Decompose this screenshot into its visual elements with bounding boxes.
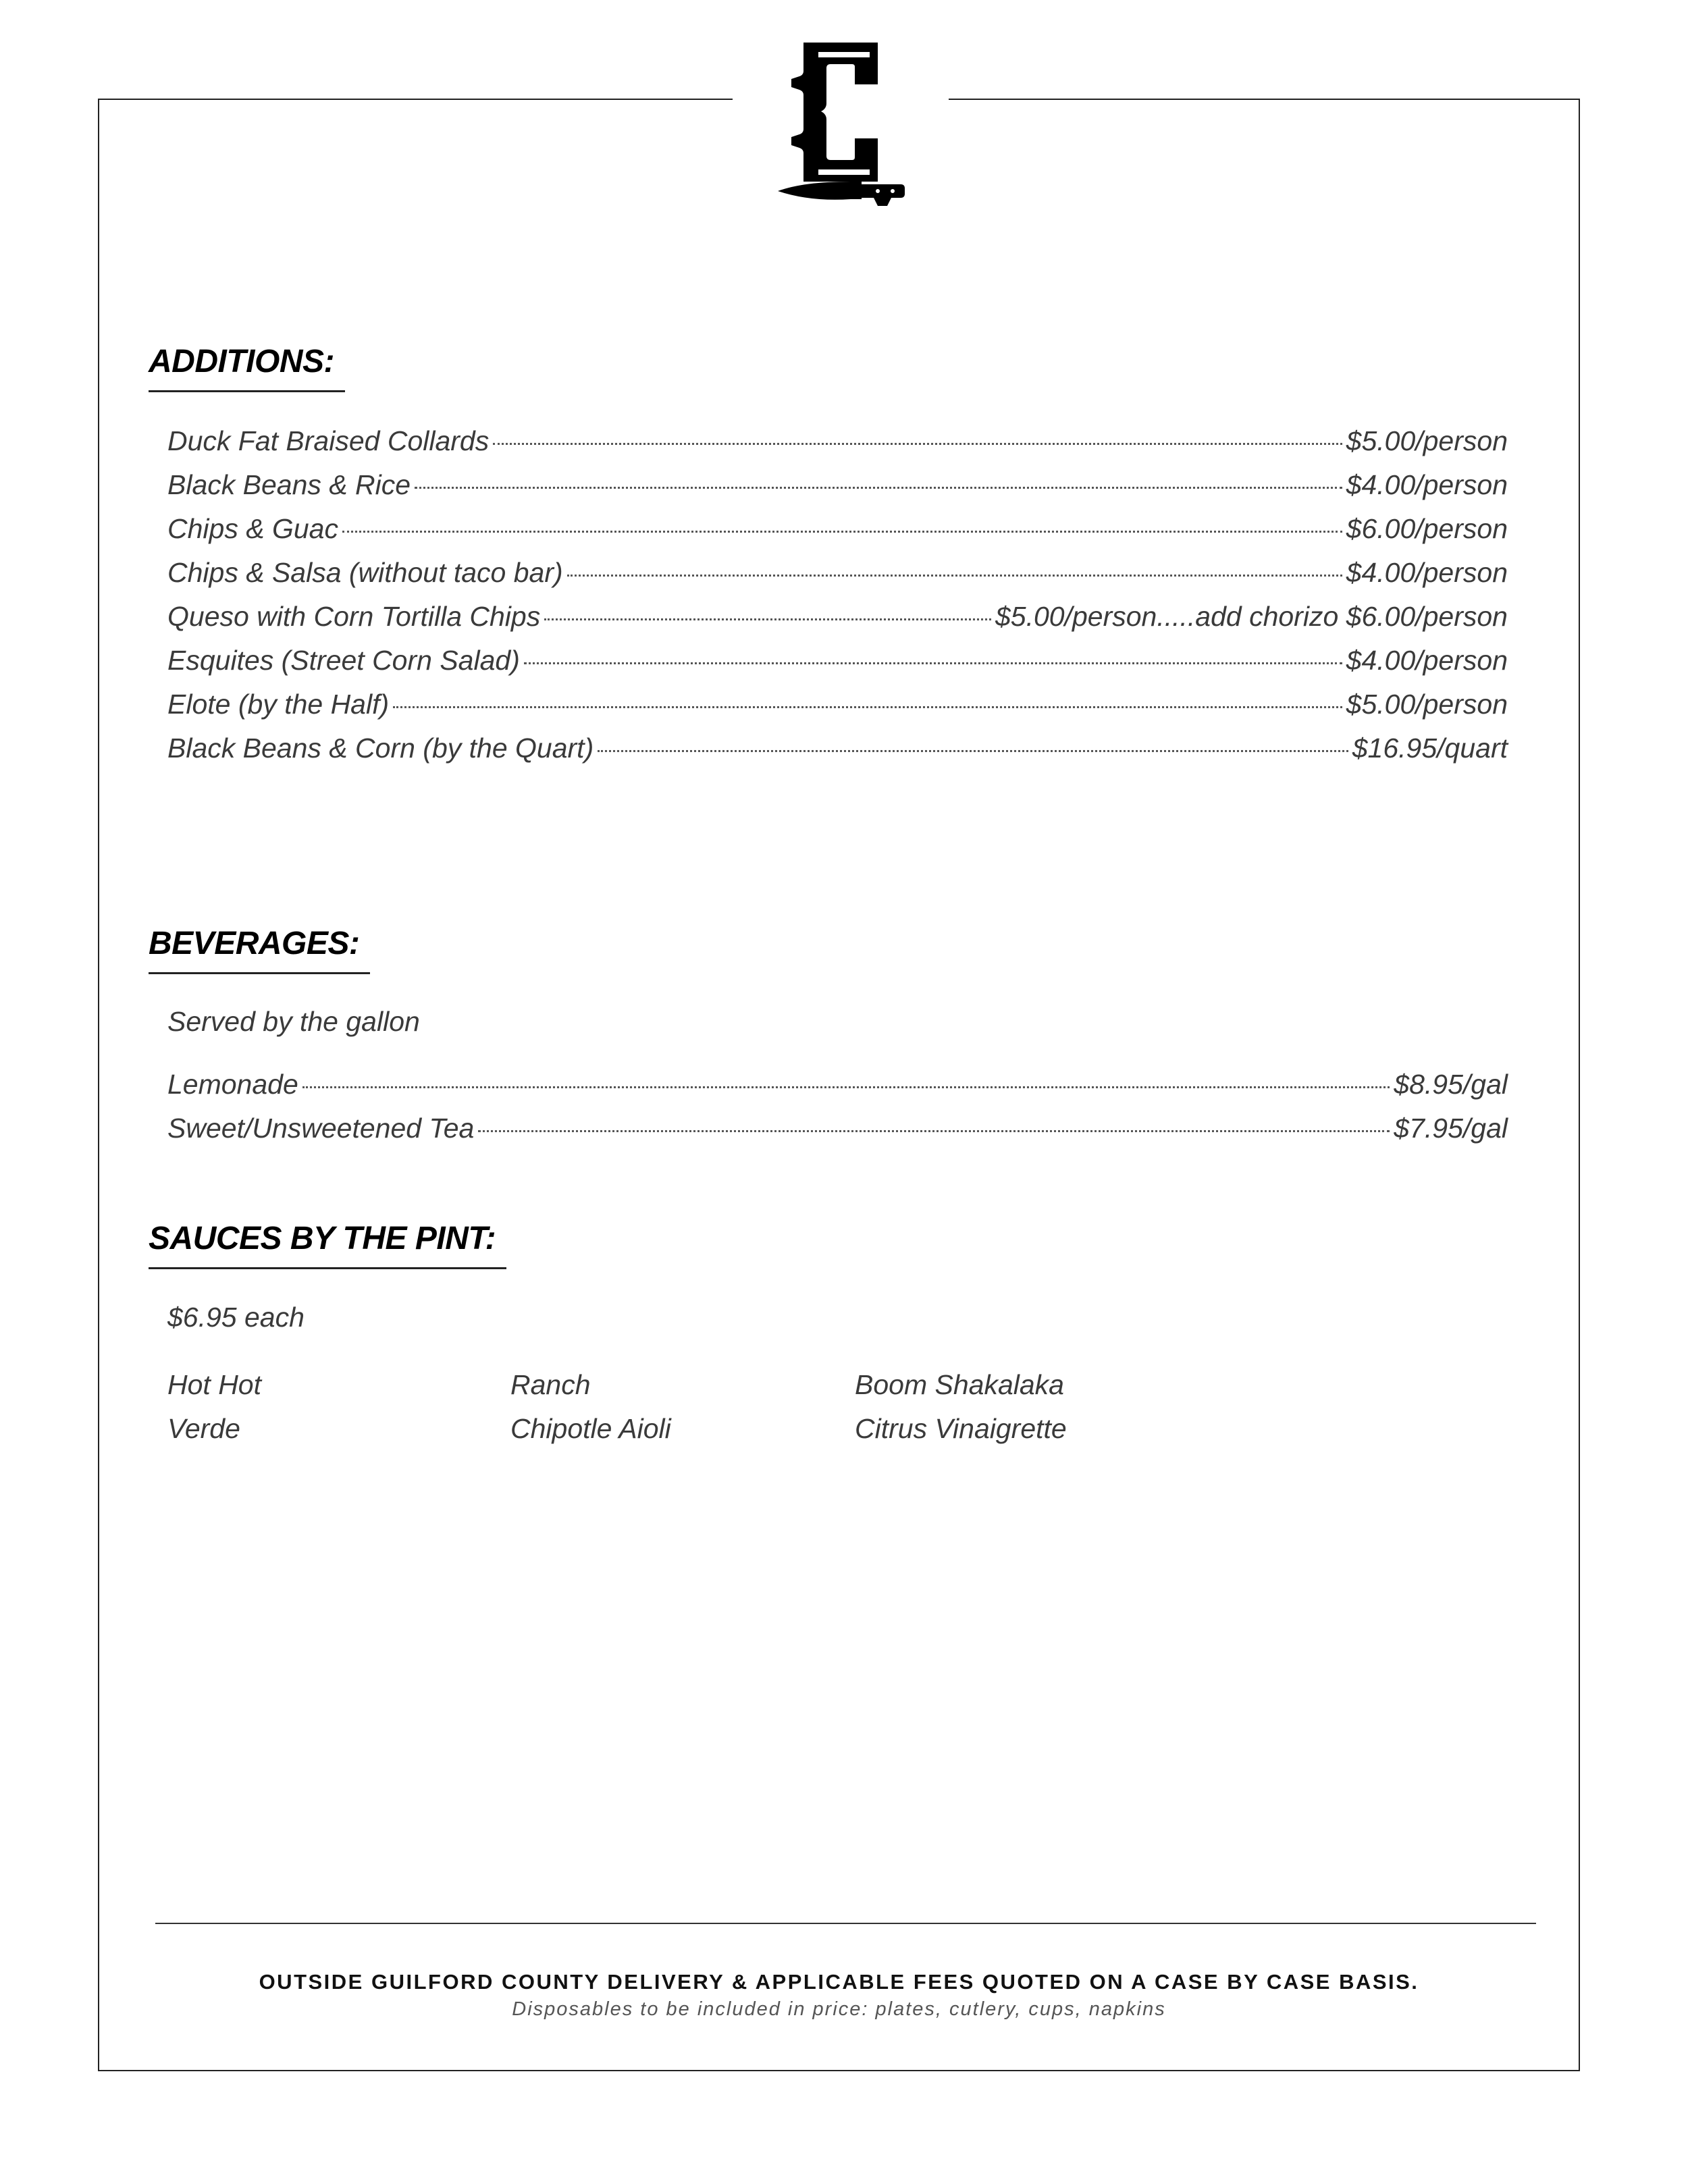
item-name: Queso with Corn Tortilla Chips — [167, 601, 541, 632]
sauce-item: Ranch — [510, 1369, 591, 1400]
footer-divider — [155, 1923, 1536, 1924]
sauce-list — [167, 1369, 1192, 1457]
dot-leader — [478, 1130, 1390, 1132]
footer-disposables-note: Disposables to be included in price: plates, cutlery, cups, napkins — [512, 1998, 1166, 2020]
dot-leader — [393, 706, 1342, 708]
item-price: $5.00/person — [1346, 425, 1508, 456]
sauces-note: $6.95 each — [167, 1302, 305, 1333]
sauce-item: Boom Shakalaka — [855, 1369, 1064, 1400]
beverages-note: Served by the gallon — [167, 1006, 420, 1037]
dot-leader — [598, 750, 1348, 752]
c-knife-logo-icon — [776, 37, 905, 213]
sauces-heading: SAUCES BY THE PINT: — [149, 1223, 506, 1269]
menu-item — [167, 689, 1508, 733]
item-name: Chips & Salsa (without taco bar) — [167, 557, 563, 588]
menu-item — [167, 1069, 1508, 1113]
menu-item — [167, 469, 1508, 513]
item-name: Lemonade — [167, 1069, 298, 1100]
menu-item — [167, 1113, 1508, 1156]
dot-leader — [567, 575, 1342, 577]
menu-item — [167, 557, 1508, 601]
item-name: Chips & Guac — [167, 513, 338, 544]
item-price: $8.95/gal — [1394, 1069, 1508, 1100]
sauce-item: Verde — [167, 1413, 240, 1444]
item-name: Black Beans & Corn (by the Quart) — [167, 733, 594, 764]
item-name: Sweet/Unsweetened Tea — [167, 1113, 475, 1144]
additions-list — [167, 425, 1508, 776]
additions-heading: ADDITIONS: — [149, 346, 345, 392]
item-price: $5.00/person — [1346, 689, 1508, 720]
sauce-item: Chipotle Aioli — [510, 1413, 671, 1444]
item-price: $16.95/quart — [1352, 733, 1508, 764]
item-name: Esquites (Street Corn Salad) — [167, 645, 520, 676]
item-price: $4.00/person — [1346, 557, 1508, 588]
footer-delivery-notice: OUTSIDE GUILFORD COUNTY DELIVERY & APPLICABLE FEES QUOTED ON A CASE BY CASE BASIS. — [259, 1970, 1419, 1994]
menu-item — [167, 645, 1508, 689]
dot-leader — [415, 487, 1342, 489]
menu-item — [167, 601, 1508, 645]
item-name: Duck Fat Braised Collards — [167, 425, 490, 456]
sauce-item: Hot Hot — [167, 1369, 261, 1400]
beverages-list — [167, 1069, 1508, 1156]
item-price: $6.00/person — [1346, 513, 1508, 544]
menu-item — [167, 733, 1508, 776]
dot-leader — [342, 531, 1342, 533]
item-price: $4.00/person — [1346, 469, 1508, 500]
item-name: Black Beans & Rice — [167, 469, 411, 500]
menu-item — [167, 425, 1508, 469]
menu-item — [167, 513, 1508, 557]
item-price: $7.95/gal — [1394, 1113, 1508, 1144]
dot-leader — [544, 618, 991, 620]
sauce-item: Citrus Vinaigrette — [855, 1413, 1067, 1444]
beverages-heading: BEVERAGES: — [149, 928, 370, 974]
dot-leader — [302, 1086, 1390, 1088]
item-name: Elote (by the Half) — [167, 689, 390, 720]
dot-leader — [493, 443, 1342, 445]
item-price: $5.00/person.....add chorizo $6.00/person — [995, 601, 1508, 632]
dot-leader — [524, 662, 1342, 664]
item-price: $4.00/person — [1346, 645, 1508, 676]
